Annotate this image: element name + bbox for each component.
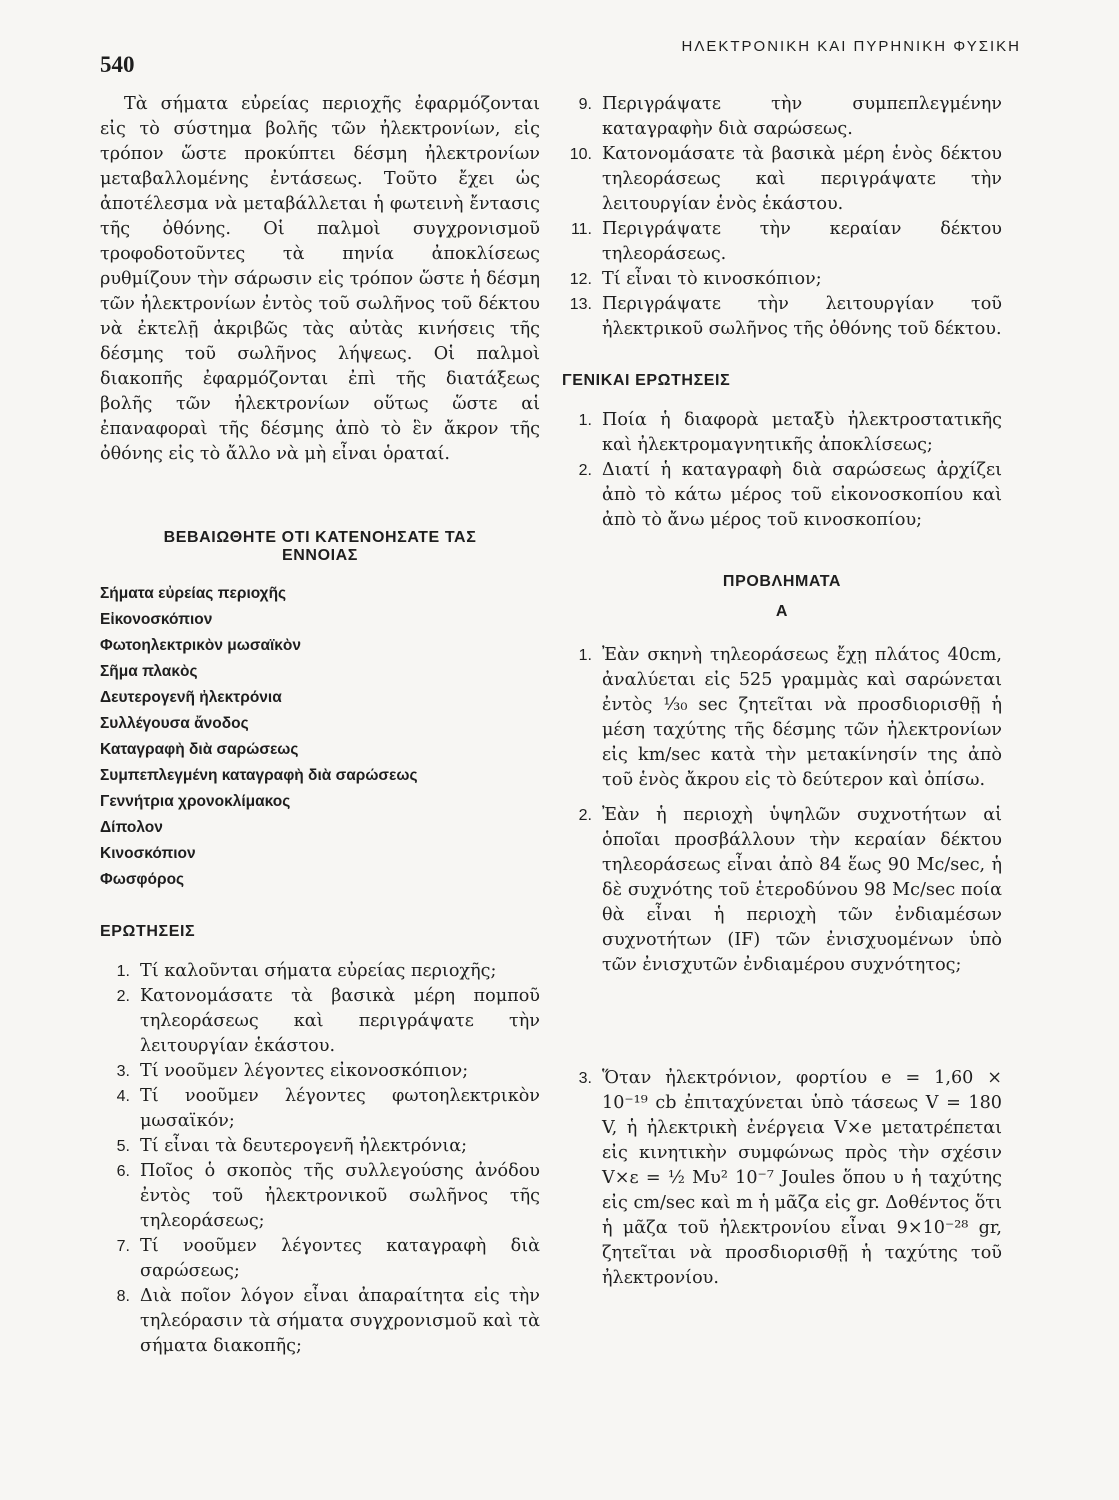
- question-number: 10.: [569, 146, 592, 163]
- problem-number: 1.: [578, 647, 592, 664]
- question-text: Τί εἶναι τὸ κινοσκόπιον;: [602, 269, 822, 289]
- question-item: [100, 959, 540, 984]
- concept-item: Φωσφόρος: [100, 871, 185, 888]
- question-item: [100, 984, 540, 1059]
- question-text: Ποῖος ὁ σκοπὸς τῆς συλλεγούσης ἀνόδου ἐντὸς τοῦ ἠλεκτρονικοῦ σωλῆνος τῆς τηλεοράσεως;: [140, 1161, 540, 1231]
- question-item: [562, 92, 1002, 142]
- question-item: [100, 1134, 540, 1159]
- question-number: 1.: [578, 412, 592, 429]
- question-item: [100, 1234, 540, 1284]
- general-questions-heading: ΓΕΝΙΚΑΙ ΕΡΩΤΗΣΕΙΣ: [562, 372, 731, 389]
- question-number: 7.: [116, 1238, 130, 1255]
- question-item: [100, 1059, 540, 1084]
- question-text: Τί εἶναι τὰ δευτερογενῆ ἠλεκτρόνια;: [140, 1136, 468, 1156]
- intro-paragraph: Τὰ σήματα εὐρείας περιοχῆς ἐφαρμόζονται εἰς τὸ σύστημα βολῆς τῶν ἠλεκτρονίων, εἰς τρόπον ὥστε προκύπτει δέσμη ἠλεκτρονίων μεταβαλλομένης ἐντάσεως. Τοῦτο ἔχει ὡς ἀποτέλεσμα νὰ μεταβάλλεται ἡ φωτεινὴ ἔντασις τῆς ὀθόνης. Οἱ παλμοὶ συγχρονισμοῦ τροφοδοτοῦντες τὰ πηνία ἀποκλίσεως ρυθμίζουν τὴν σάρωσιν εἰς τρόπον ὥστε ἡ δέσμη τῶν ἠλεκτρονίων ἐντὸς τοῦ σωλῆνος τοῦ δέκτου νὰ ἐκτελῇ ἀκριβῶς τὰς αὐτὰς κινήσεις τῆς δέσμης τοῦ σωλῆνος λήψεως. Οἱ παλμοὶ διακοπῆς ἐφαρμόζονται ἐπὶ τῆς διατάξεως βολῆς τῶν ἠλεκτρονίων οὕτως ὥστε αἱ ἐπαναφοραὶ τῆς δέσμης ἀπὸ τὸ ἓν ἄκρον τῆς ὀθόνης εἰς τὸ ἄλλο νὰ μὴ εἶναι ὁραταί.: [100, 94, 540, 464]
- problem-item: [562, 1066, 1002, 1291]
- problem-text: Ἐὰν σκηνὴ τηλεοράσεως ἔχῃ πλάτος 40cm, ἀναλύεται εἰς 525 γραμμὰς καὶ σαρώνεται ἐντὸς ¹⁄₃₀ sec ζητεῖται νὰ προσδιορισθῇ ἡ μέση ταχύτης τῆς δέσμης τῶν ἠλεκτρονίων εἰς km/sec κατὰ τὴν μετακίνησίν της ἀπὸ τοῦ ἑνὸς ἄκρου εἰς τὸ δεύτερον καὶ ὀπίσω.: [602, 645, 1002, 790]
- question-text: Περιγράψατε τὴν κεραίαν δέκτου τηλεοράσεως.: [602, 219, 1002, 264]
- page-number: 540: [100, 52, 135, 77]
- question-text: Περιγράψατε τὴν συμπεπλεγμένην καταγραφὴν διὰ σαρώσεως.: [602, 94, 1002, 139]
- questions-list-continued: [562, 92, 1002, 342]
- problem-item: [562, 803, 1002, 978]
- question-text: Κατονομάσατε τὰ βασικὰ μέρη ἑνὸς δέκτου τηλεοράσεως καὶ περιγράψατε τὴν λειτουργίαν ἑνὸς ἑκάστου.: [602, 144, 1002, 214]
- general-question-item: [562, 458, 1002, 533]
- question-number: 5.: [116, 1138, 130, 1155]
- concepts-heading-line1: ΒΕΒΑΙΩΘΗΤΕ ΟΤΙ ΚΑΤΕΝΟΗΣΑΤΕ ΤΑΣ: [163, 529, 477, 546]
- question-item: [562, 292, 1002, 342]
- question-text: Τί καλοῦνται σήματα εὐρείας περιοχῆς;: [140, 961, 497, 981]
- concepts-heading: [100, 529, 540, 565]
- right-column: [562, 92, 1002, 1291]
- question-item: [562, 217, 1002, 267]
- concepts-list: [100, 581, 540, 893]
- question-text: Περιγράψατε τὴν λειτουργίαν τοῦ ἠλεκτρικοῦ σωλῆνος τῆς ὀθόνης τοῦ δέκτου.: [602, 294, 1002, 339]
- question-text: Τί νοοῦμεν λέγοντες καταγραφὴ διὰ σαρώσεως;: [140, 1236, 540, 1281]
- spacer: [562, 793, 1002, 803]
- question-number: 4.: [116, 1088, 130, 1105]
- question-text: Ποία ἡ διαφορὰ μεταξὺ ἠλεκτροστατικῆς καὶ ἠλεκτρομαγνητικῆς ἀποκλίσεως;: [602, 410, 1002, 455]
- concept-item: Σήματα εὐρείας περιοχῆς: [100, 585, 287, 602]
- concept-item: Κινοσκόπιον: [100, 845, 196, 862]
- problem-number: 2.: [578, 807, 592, 824]
- concept-item: Καταγραφὴ διὰ σαρώσεως: [100, 741, 299, 758]
- question-number: 1.: [116, 963, 130, 980]
- question-item: [100, 1159, 540, 1234]
- question-number: 9.: [578, 96, 592, 113]
- concept-item: Εἰκονοσκόπιον: [100, 611, 213, 628]
- question-number: 12.: [569, 271, 592, 288]
- concept-item: Γεννήτρια χρονοκλίμακος: [100, 793, 291, 810]
- general-question-item: [562, 408, 1002, 458]
- concept-item: Συλλέγουσα ἄνοδος: [100, 715, 249, 732]
- question-item: [100, 1284, 540, 1359]
- question-number: 2.: [578, 462, 592, 479]
- problem-text: Ἐὰν ἡ περιοχὴ ὑψηλῶν συχνοτήτων αἱ ὁποῖαι προσβάλλουν τὴν κεραίαν δέκτου τηλεοράσεως εἶναι ἀπὸ 84 ἕως 90 Mc/sec, ἡ δὲ συχνότης τοῦ ἑτεροδύνου 98 Mc/sec ποία θὰ εἶναι ἡ περιοχὴ τῶν ἐνδιαμέσων συχνοτήτων (IF) τῶν ἐνισχυομένων ὑπὸ τῶν ἐνισχυτῶν ἐνδιαμέρου συχνότητος;: [602, 805, 1002, 975]
- left-column: [100, 92, 540, 1359]
- concept-item: Δίπολον: [100, 819, 163, 836]
- question-text: Τί νοοῦμεν λέγοντες φωτοηλεκτρικὸν μωσαϊκόν;: [140, 1086, 540, 1131]
- question-text: Διατί ἡ καταγραφὴ διὰ σαρώσεως ἀρχίζει ἀπὸ τὸ κάτω μέρος τοῦ εἰκονοσκοπίου καὶ ἀπὸ τὸ ἄνω μέρος τοῦ κινοσκοπίου;: [602, 460, 1002, 530]
- question-number: 3.: [116, 1063, 130, 1080]
- questions-list: [100, 959, 540, 1359]
- question-number: 11.: [570, 221, 592, 238]
- question-item: [562, 267, 1002, 292]
- spacer: [562, 978, 1002, 1066]
- question-item: [562, 142, 1002, 217]
- concept-item: Σῆμα πλακὸς: [100, 663, 198, 680]
- question-number: 8.: [116, 1288, 130, 1305]
- question-number: 6.: [116, 1163, 130, 1180]
- problem-number: 3.: [578, 1070, 592, 1087]
- problem-item: [562, 643, 1002, 793]
- problems-subheading: Α: [775, 603, 789, 620]
- question-text: Κατονομάσατε τὰ βασικὰ μέρη πομποῦ τηλεοράσεως καὶ περιγράψατε τὴν λειτουργίαν ἑκάστου.: [140, 986, 540, 1056]
- concept-item: Δευτερογενῆ ἠλεκτρόνια: [100, 689, 282, 706]
- general-questions-list: [562, 408, 1002, 533]
- question-number: 13.: [569, 296, 592, 313]
- concept-item: Συμπεπλεγμένη καταγραφὴ διὰ σαρώσεως: [100, 767, 418, 784]
- running-title: ΗΛΕΚΤΡΟΝΙΚΗ ΚΑΙ ΠΥΡΗΝΙΚΗ ΦΥΣΙΚΗ: [681, 38, 1021, 55]
- problems-list: [562, 643, 1002, 1291]
- concept-item: Φωτοηλεκτρικὸν μωσαϊκὸν: [100, 637, 302, 654]
- question-item: [100, 1084, 540, 1134]
- question-text: Τί νοοῦμεν λέγοντες εἰκονοσκόπιον;: [140, 1061, 469, 1081]
- question-number: 2.: [116, 988, 130, 1005]
- concepts-heading-line2: ΕΝΝΟΙΑΣ: [281, 547, 359, 564]
- questions-heading: ΕΡΩΤΗΣΕΙΣ: [100, 923, 196, 940]
- problems-heading: ΠΡΟΒΛΗΜΑΤΑ: [722, 573, 842, 590]
- question-text: Διὰ ποῖον λόγον εἶναι ἀπαραίτητα εἰς τὴν τηλεόρασιν τὰ σήματα συγχρονισμοῦ καὶ τὰ σήματα διακοπῆς;: [140, 1286, 540, 1356]
- problem-text: Ὅταν ἠλεκτρόνιον, φορτίου e = 1,60 × 10⁻¹⁹ cb ἐπιταχύνεται ὑπὸ τάσεως V = 180 V, ἡ ἠλεκτρικὴ ἐνέργεια V×e μετατρέπεται εἰς κινητικὴν συμφώνως πρὸς τὴν σχέσιν V×ε = ½ Mυ² 10⁻⁷ Joules ὅπου υ ἡ ταχύτης εἰς cm/sec καὶ m ἡ μᾶζα εἰς gr. Δοθέντος ὅτι ἡ μᾶζα τοῦ ἠλεκτρονίου εἶναι 9×10⁻²⁸ gr, ζητεῖται νὰ προσδιορισθῇ ἡ ταχύτης τοῦ ἠλεκτρονίου.: [602, 1068, 1002, 1288]
